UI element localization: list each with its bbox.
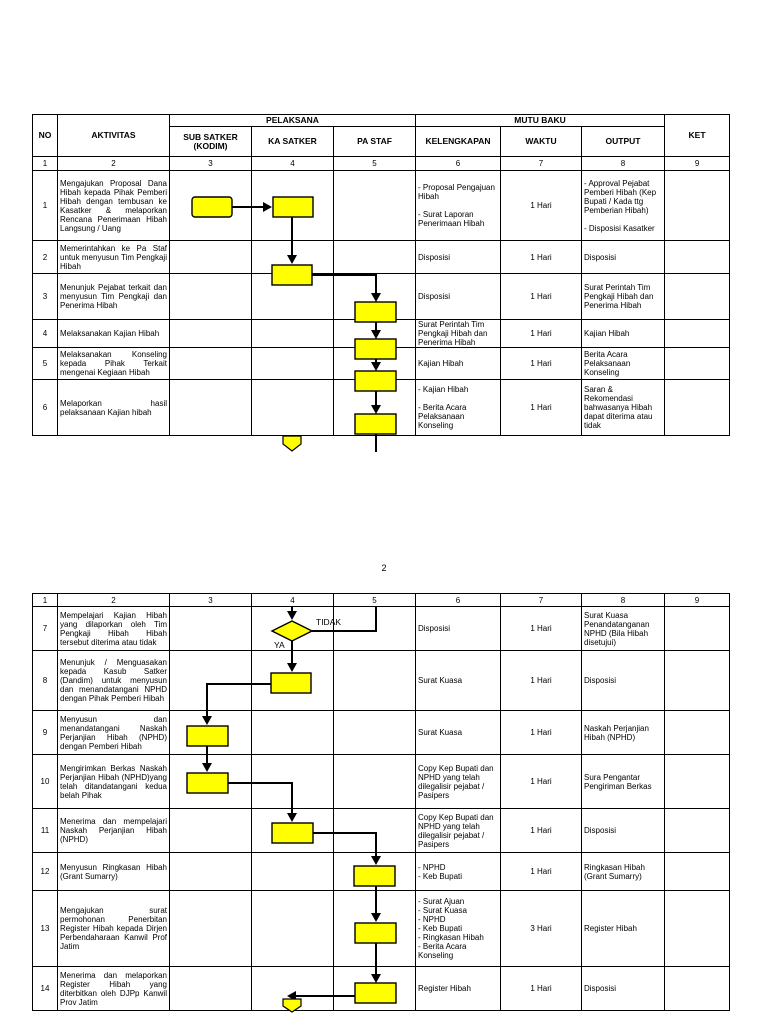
kelengkapan-cell: - Surat Ajuan - Surat Kuasa - NPHD - Keb Bupati - Ringkasan Hibah - Berita Acara Konseling [416, 891, 501, 967]
kelengkapan-cell: Disposisi [416, 607, 501, 651]
row-number: 8 [33, 651, 58, 711]
column-number: 7 [501, 594, 582, 607]
arrow-head [371, 293, 381, 302]
output-cell: Disposisi [582, 241, 665, 274]
activity-cell: Menerima dan mempelajari Naskah Perjanjian Hibah (NPHD) [58, 809, 170, 853]
activity-cell: Menyusun Ringkasan Hibah (Grant Sumarry) [58, 853, 170, 891]
row-number: 12 [33, 853, 58, 891]
header-no: NO [33, 115, 58, 157]
row-number: 14 [33, 967, 58, 1011]
output-cell: Naskah Perjanjian Hibah (NPHD) [582, 711, 665, 755]
output-cell: - Approval Pejabat Pemberi Hibah (Kep Bupati / Kada ttg Pemberian Hibah) - Disposisi Kasatker [582, 171, 665, 241]
arrow-head [202, 763, 212, 772]
kelengkapan-cell: Surat Perintah Tim Pengkaji Hibah dan Penerima Hibah [416, 320, 501, 348]
output-cell: Register Hibah [582, 891, 665, 967]
arrow-head [287, 663, 297, 672]
activity-cell: Melaporkan hasil pelaksanaan Kajian hibah [58, 380, 170, 436]
header-waktu: WAKTU [501, 127, 582, 157]
kelengkapan-cell: - Proposal Pengajuan Hibah - Surat Laporan Penerimaan Hibah [416, 171, 501, 241]
kelengkapan-cell: Copy Kep Bupati dan NPHD yang telah dilegalisir pejabat / Pasipers [416, 809, 501, 853]
row-number: 11 [33, 809, 58, 853]
column-number: 4 [252, 594, 334, 607]
waktu-cell: 1 Hari [501, 853, 582, 891]
arrow-head [371, 405, 381, 414]
process-box [187, 726, 228, 746]
arrow-head [371, 362, 381, 371]
row-number: 5 [33, 348, 58, 380]
activity-cell: Mempelajari Kajian Hibah yang dilaporkan oleh Tim Pengkaji Hibah Hibah tersebut diterima atau tidak [58, 607, 170, 651]
header-mutu-baku: MUTU BAKU [416, 115, 665, 127]
waktu-cell: 3 Hari [501, 891, 582, 967]
kelengkapan-cell: Disposisi [416, 274, 501, 320]
process-box [355, 371, 396, 391]
process-box [355, 923, 396, 943]
page-number: 2 [381, 563, 387, 573]
column-number: 5 [334, 594, 416, 607]
row-number: 10 [33, 755, 58, 809]
row-number: 6 [33, 380, 58, 436]
output-cell: Kajian Hibah [582, 320, 665, 348]
arrow-head [371, 974, 381, 983]
row-number: 2 [33, 241, 58, 274]
waktu-cell: 1 Hari [501, 607, 582, 651]
process-box [187, 773, 228, 793]
flow-arrow [228, 783, 292, 816]
output-cell: Ringkasan Hibah (Grant Sumarry) [582, 853, 665, 891]
column-number: 9 [665, 594, 730, 607]
waktu-cell: 1 Hari [501, 320, 582, 348]
kelengkapan-cell: Surat Kuasa [416, 651, 501, 711]
column-number: 8 [582, 594, 665, 607]
kelengkapan-cell: Disposisi [416, 241, 501, 274]
process-box [192, 197, 232, 217]
arrow-head [263, 202, 272, 212]
column-number: 9 [665, 157, 730, 171]
activity-cell: Melaksanakan Konseling kepada Pihak Terkait mengenai Kegiaan Hibah [58, 348, 170, 380]
arrow-head [287, 255, 297, 264]
column-number: 7 [501, 157, 582, 171]
output-cell: Disposisi [582, 967, 665, 1011]
arrow-head [371, 856, 381, 865]
header-pelaksana: PELAKSANA [170, 115, 416, 127]
process-box [273, 197, 313, 217]
output-cell: Surat Kuasa Penandatanganan NPHD (Bila Hibah disetujui) [582, 607, 665, 651]
waktu-cell: 1 Hari [501, 171, 582, 241]
header-pa-staf: PA STAF [334, 127, 416, 157]
process-box [271, 673, 311, 693]
process-box [354, 866, 395, 886]
process-box [272, 823, 313, 843]
arrow-head [371, 913, 381, 922]
waktu-cell: 1 Hari [501, 274, 582, 320]
column-number: 3 [170, 594, 252, 607]
row-number: 1 [33, 171, 58, 241]
waktu-cell: 1 Hari [501, 711, 582, 755]
decision-label-ya: YA [274, 640, 285, 650]
activity-cell: Menunjuk Pejabat terkait dan menyusun Tim Pengkaji dan Penerima Hibah [58, 274, 170, 320]
column-number: 6 [416, 157, 501, 171]
arrow-head [371, 330, 381, 339]
off-page-connector [283, 999, 301, 1012]
flow-arrow [313, 833, 376, 859]
header-output: OUTPUT [582, 127, 665, 157]
flow-arrow [207, 684, 271, 719]
activity-cell: Memerintahkan ke Pa Staf untuk menyusun Tim Pengkaji Hibah [58, 241, 170, 274]
output-cell: Sura Pengantar Pengiriman Berkas [582, 755, 665, 809]
header-ka-satker: KA SATKER [252, 127, 334, 157]
row-number: 9 [33, 711, 58, 755]
row-number: 3 [33, 274, 58, 320]
column-number: 6 [416, 594, 501, 607]
process-box [355, 339, 396, 359]
waktu-cell: 1 Hari [501, 651, 582, 711]
row-number: 7 [33, 607, 58, 651]
activity-cell: Mengirimkan Berkas Naskah Perjanjian Hibah (NPHD)yang telah ditandatangani kedua belah Pihak [58, 755, 170, 809]
output-cell: Berita Acara Pelaksanaan Konseling [582, 348, 665, 380]
process-box [355, 983, 396, 1003]
kelengkapan-cell: Register Hibah [416, 967, 501, 1011]
arrow-head [287, 813, 297, 822]
process-box [272, 265, 312, 285]
decision-label-tidak: TIDAK [316, 617, 342, 627]
kelengkapan-cell: Surat Kuasa [416, 711, 501, 755]
header-ket: KET [665, 115, 730, 157]
decision-diamond [272, 621, 312, 641]
waktu-cell: 1 Hari [501, 380, 582, 436]
kelengkapan-cell: Copy Kep Bupati dan NPHD yang telah dilegalisir pejabat / Pasipers [416, 755, 501, 809]
process-box [355, 414, 396, 434]
activity-cell: Melaksanakan Kajian Hibah [58, 320, 170, 348]
column-number: 2 [58, 594, 170, 607]
column-number: 4 [252, 157, 334, 171]
row-number: 13 [33, 891, 58, 967]
header-aktivitas: AKTIVITAS [58, 115, 170, 157]
column-number: 3 [170, 157, 252, 171]
waktu-cell: 1 Hari [501, 755, 582, 809]
activity-cell: Menunjuk / Menguasakan kepada Kasub Satker (Dandim) untuk menyusun dan menandatangani NPHD dengan Pihak Pemberi Hibah [58, 651, 170, 711]
column-number: 1 [33, 594, 58, 607]
flow-arrow [312, 275, 376, 296]
column-number: 8 [582, 157, 665, 171]
column-number: 1 [33, 157, 58, 171]
activity-cell: Menyusun dan menandatangani Naskah Perjanjian Hibah (NPHD) dengan Pemberi Hibah [58, 711, 170, 755]
row-number: 4 [33, 320, 58, 348]
arrow-head [287, 611, 297, 620]
output-cell: Surat Perintah Tim Pengkaji Hibah dan Penerima Hibah [582, 274, 665, 320]
column-number: 5 [334, 157, 416, 171]
header-kelengkapan: KELENGKAPAN [416, 127, 501, 157]
activity-cell: Mengajukan Proposal Dana Hibah kepada Pihak Pemberi Hibah dengan tembusan ke Kasatker & melaporkan Rencana Penerimaan Hibah Langsung / Uang [58, 171, 170, 241]
activity-cell: Mengajukan surat permohonan Penerbitan Register Hibah kepada Dirjen Perbendaharaan Kanwil Prof Jatim [58, 891, 170, 967]
column-number: 2 [58, 157, 170, 171]
output-cell: Saran & Rekomendasi bahwasanya Hibah dapat diterima atau tidak [582, 380, 665, 436]
process-box [355, 302, 396, 322]
off-page-connector [283, 436, 301, 451]
waktu-cell: 1 Hari [501, 809, 582, 853]
kelengkapan-cell: Kajian Hibah [416, 348, 501, 380]
activity-cell: Menerima dan melaporkan Register Hibah yang diterbitkan oleh DJPp Kanwil Prov Jatim [58, 967, 170, 1011]
arrow-head [202, 716, 212, 725]
waktu-cell: 1 Hari [501, 348, 582, 380]
waktu-cell: 1 Hari [501, 967, 582, 1011]
waktu-cell: 1 Hari [501, 241, 582, 274]
output-cell: Disposisi [582, 809, 665, 853]
output-cell: Disposisi [582, 651, 665, 711]
kelengkapan-cell: - NPHD - Keb Bupati [416, 853, 501, 891]
header-sub-satker: SUB SATKER (KODIM) [170, 127, 252, 157]
kelengkapan-cell: - Kajian Hibah - Berita Acara Pelaksanaan Konseling [416, 380, 501, 436]
